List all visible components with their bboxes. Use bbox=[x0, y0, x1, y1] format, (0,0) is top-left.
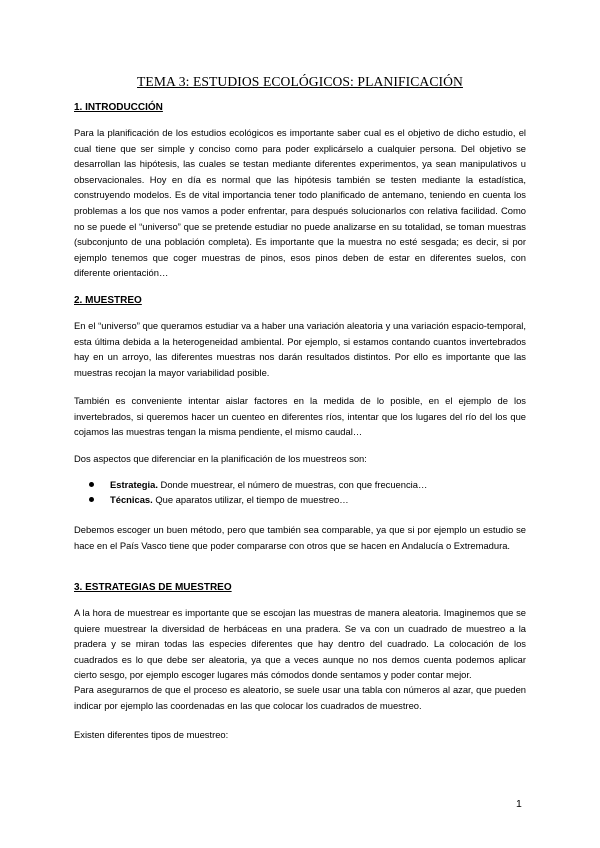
list-item bbox=[74, 493, 526, 508]
list-item-term: Técnicas. bbox=[110, 493, 153, 505]
paragraph-muestreo-1: En el “universo” que queramos estudiar va a haber una variación aleatoria y una variación espacio-temporal, esta última debida a la heterogeneidad ambiental. Por ejemplo, si estamos contando cuantos invertebrados hay en un arroyo, las diferentes muestras nos darán resultados distintos. Por ello es importante que las muestras recojan la mayor variabilidad posible. bbox=[74, 320, 526, 378]
paragraph-muestreo-3: Dos aspectos que diferenciar en la planificación de los muestreos son: bbox=[74, 453, 367, 464]
paragraph-muestreo-2: También es conveniente intentar aislar factores en la medida de lo posible, en el ejemplo de los invertebrados, si queremos hacer un cuenteo en diferentes ríos, intentar que los lugares del río del los que cojamos las muestras tengan la misma pendiente, el mismo caudal… bbox=[74, 395, 526, 438]
paragraph-estrategias-2: Para asegurarnos de que el proceso es aleatorio, se suele usar una tabla con números al azar, que pueden indicar por ejemplo las coordenadas en las que colocar los cuadrados de muestreo. bbox=[74, 684, 526, 711]
section-heading-muestreo: 2. MUESTREO bbox=[74, 295, 142, 306]
paragraph-introduccion: Para la planificación de los estudios ecológicos es importante saber cual es el objetivo de dicho estudio, el cual tiene que ser simple y conciso como para poder explicárselo a cualquier persona. Del objetivo se desarrollan las hipótesis, las cuales se testan mediante diferentes experimentos, ya sean manipulativos u observacionales. Hoy en día es normal que las hipótesis también se testen mediante la estadística, construyendo modelos. Es de vital importancia tener todo planificado de antemano, teniendo en cuenta los problemas a los que nos vamos a poder enfrentar, para después solucionarlos con relativa facilidad. Como no se puede el “universo” que se pretende estudiar no puede analizarse en su totalidad, se toman muestras (subconjunto de una población completa). Es importante que la muestra no esté sesgada; es decir, si por ejemplo tenemos que coger muestras de pinos, esos pinos deben de estar en diferentes suelos, con diferente orientación… bbox=[74, 127, 526, 279]
aspects-list bbox=[74, 478, 526, 507]
paragraph-estrategias-3: Existen diferentes tipos de muestreo: bbox=[74, 729, 229, 740]
paragraph-estrategias-1: A la hora de muestrear es importante que se escojan las muestras de manera aleatoria. Imaginemos que se quiere muestrear la diversidad de herbáceas en una pradera. Se va con un cuadrado de muestreo a la pradera y se miran todas las especies diferentes que hay dentro del cuadrado. La colocación de los cuadrados es lo que debe ser aleatoria, ya que a veces aunque no nos demos cuenta podemos aplicar cierto sesgo, por ejemplo escoger lugares más cómodos donde sentamos y poder contar mejor. bbox=[74, 607, 526, 681]
section-heading-introduccion: 1. INTRODUCCIÓN bbox=[74, 102, 163, 113]
section-heading-estrategias: 3. ESTRATEGIAS DE MUESTREO bbox=[74, 582, 232, 593]
bullet-icon bbox=[89, 497, 94, 502]
list-item-text: Que aparatos utilizar, el tiempo de muestreo… bbox=[152, 493, 349, 505]
document-title: TEMA 3: ESTUDIOS ECOLÓGICOS: PLANIFICACIÓN bbox=[137, 74, 463, 89]
bullet-icon bbox=[89, 482, 94, 487]
list-item bbox=[74, 478, 526, 493]
page-number: 1 bbox=[516, 798, 522, 810]
paragraph-muestreo-4: Debemos escoger un buen método, pero que también sea comparable, ya que si por ejemplo un estudio se hace en el País Vasco tiene que poder compararse con otros que se hacen en Andalucía o Extremadura. bbox=[74, 524, 526, 551]
list-item-term: Estrategia. bbox=[110, 479, 158, 490]
list-item-text: Donde muestrear, el número de muestras, con que frecuencia… bbox=[157, 479, 428, 490]
